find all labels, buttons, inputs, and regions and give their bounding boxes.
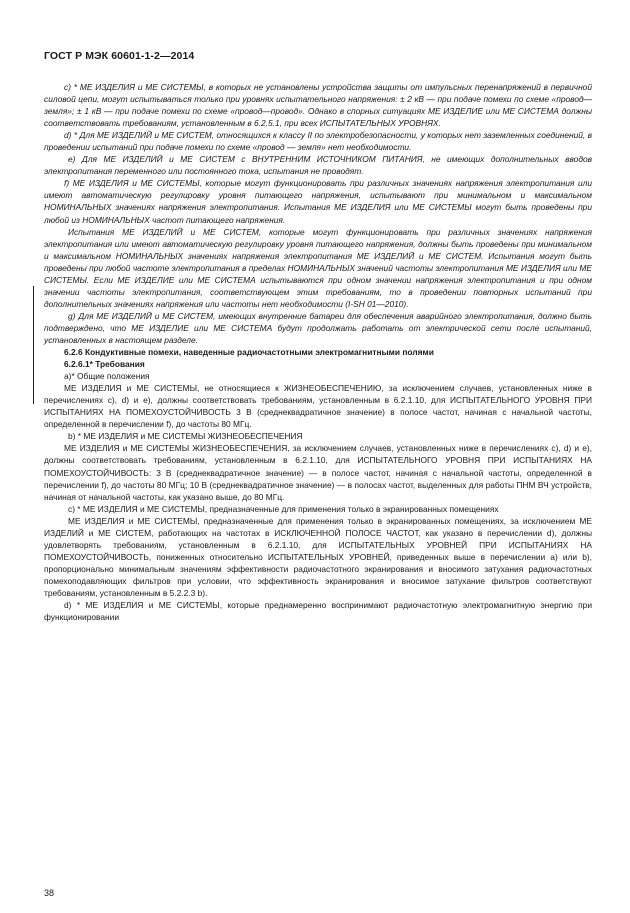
paragraph-g-batteries: g) Для МЕ ИЗДЕЛИЙ и МЕ СИСТЕМ, имеющих внутренние батареи для обеспечения аварийного электропитания, должно быть подтверждено, что МЕ ИЗДЕЛИЕ или МЕ СИСТЕМА будут продолжать работать от электрической сети после испытаний, установленных в настоящем разделе. <box>44 310 592 345</box>
paragraph-d-class-ii: d) * Для МЕ ИЗДЕЛИЙ и МЕ СИСТЕМ, относящихся к классу II по электробезопасности, у которых нет заземленных соединений, в проведении испытаний при подаче помехи по схеме «провод — земля» нет необходимости. <box>44 130 592 153</box>
paragraph-a-body: МЕ ИЗДЕЛИЯ и МЕ СИСТЕМЫ, не относящиеся к ЖИЗНЕОБЕСПЕЧЕНИЮ, за исключением случаев, установленных ниже в перечислениях c), d) и e), должны соответствовать требованиям, установленным в 6.2.1.10, для ИСПЫТАТЕЛЬНОГО УРОВНЯ ПРИ ИСПЫТАНИЯХ НА ПОМЕХОУСТОЙЧИВОСТЬ 3 В (среднеквадратичное значение) в полосе частот, начиная с начальной частоты, определенной в перечислении f), до частоты 80 МГц. <box>44 383 592 430</box>
paragraph-c-body: МЕ ИЗДЕЛИЯ и МЕ СИСТЕМЫ, предназначенные для применения только в экранированных помещениях, за исключением МЕ ИЗДЕЛИЙ и МЕ СИСТЕМ, работающих на частотах в ИСКЛЮЧЕННОЙ ПОЛОСЕ ЧАСТОТ, как указано в перечислении d), должны удовлетворять требованиям, установленным в 6.2.1.10, для ИСПЫТАТЕЛЬНЫХ УРОВНЕЙ ПРИ ИСПЫТАНИЯХ НА ПОМЕХОУСТОЙЧИВОСТЬ, пониженных относительно ИСПЫТАТЕЛЬНЫХ УРОВНЕЙ, приведенных выше в перечислении a) или b), пропорционально минимальным значениям эффективности радиочастотного экранирования и вносимого затухания радиочастотных помехоподавляющих фильтров при условии, что эффективность экранирования и вносимое затухание фильтров соответствуют требованиям, установленным в 5.2.2.3 b). <box>44 515 592 598</box>
section-heading-6-2-6-1: 6.2.6.1* Требования <box>64 359 145 370</box>
paragraph-e-internal: e) Для МЕ ИЗДЕЛИЙ и МЕ СИСТЕМ с ВНУТРЕННИМ ИСТОЧНИКОМ ПИТАНИЯ, не имеющих дополнительных вводов электропитания переменного или постоянного тока, испытания не проводят. <box>44 154 592 177</box>
page-number: 38 <box>44 888 55 898</box>
paragraph-c-surge: c) * МЕ ИЗДЕЛИЯ и МЕ СИСТЕМЫ, в которых не установлены устройства защиты от импульсных перенапряжений в первичной силовой цепи, могут испытываться только при уровнях испытательного напряжения: ± 2 кВ — при подаче помехи по схеме «провод—земля»; ± 1 кВ — при подаче помехи по схеме «провод—провод». Однако в спорных ситуациях МЕ ИЗДЕЛИЕ или МЕ СИСТЕМА должны соответствовать требованиям, установленным в 6.2.5.1, при всех ИСПЫТАТЕЛЬНЫХ УРОВНЯХ. <box>44 82 592 129</box>
document-header: ГОСТ Р МЭК 60601-1-2—2014 <box>44 50 195 62</box>
section-heading-6-2-6: 6.2.6 Кондуктивные помехи, наведенные радиочастотными электромагнитными полями <box>64 347 434 358</box>
subheading-a-general: a)* Общие положения <box>64 371 150 382</box>
subheading-b-life-support: b) * МЕ ИЗДЕЛИЯ и МЕ СИСТЕМЫ ЖИЗНЕОБЕСПЕЧЕНИЯ <box>68 431 303 442</box>
document-body <box>44 81 592 623</box>
paragraph-revision-note: Испытания МЕ ИЗДЕЛИЙ и МЕ СИСТЕМ, которые могут функционировать при различных значениях напряжения электропитания или имеют автоматическую регулировку уровня питающего напряжения, должны быть проведены при минимальном и максимальном НОМИНАЛЬНЫХ значениях напряжения электропитания МЕ ИЗДЕЛИЙ и МЕ СИСТЕМ. Испытания могут быть проведены при любой частоте электропитания в пределах НОМИНАЛЬНЫХ значений частоты электропитания МЕ ИЗДЕЛИЯ или МЕ СИСТЕМЫ. Если МЕ ИЗДЕЛИЕ или МЕ СИСТЕМА испытываются при одном значении напряжения электропитания и при одном значении частоты электропитания, соответствующем этим требованиям, то в проведении повторных испытаний при дополнительных значениях напряжения или частоты нет необходимости (I-SH 01—2010). <box>44 226 592 309</box>
subheading-d-intentional: d) * МЕ ИЗДЕЛИЯ и МЕ СИСТЕМЫ, которые преднамеренно воспринимают радиочастотную электромагнитную энергию при функционировании <box>44 600 592 623</box>
subheading-c-shielded: c) * МЕ ИЗДЕЛИЯ и МЕ СИСТЕМЫ, предназначенные для применения только в экранированных помещениях <box>68 503 499 514</box>
paragraph-f-voltage: f) МЕ ИЗДЕЛИЯ и МЕ СИСТЕМЫ, которые могут функционировать при различных значениях напряжения электропитания или имеют автоматическую регулировку уровня питающего напряжения, испытывают при минимальном и максимальном НОМИНАЛЬНЫХ значениях напряжения электропитания. Испытания МЕ ИЗДЕЛИЯ или МЕ СИСТЕМЫ могут быть проведены при любой из НОМИНАЛЬНЫХ частот питающего напряжения. <box>44 178 592 225</box>
paragraph-b-body: МЕ ИЗДЕЛИЯ и МЕ СИСТЕМЫ ЖИЗНЕОБЕСПЕЧЕНИЯ, за исключением случаев, установленных ниже в перечислениях c), d) и e), должны соответствовать требованиям, установленным в 6.2.1.10, для ИСПЫТАТЕЛЬНОГО УРОВНЯ ПРИ ИСПЫТАНИЯХ НА ПОМЕХОУСТОЙЧИВОСТЬ: 3 В (среднеквадратичное значение) — в полосе частот, начиная с начальной частоты, определенной в перечислении f), до частоты 80 МГц; 10 В (среднеквадратичное значение) — в полосах частот, выделенных для работы ПНМ ВЧ устройств, начиная от начальной частоты, как указано выше, до 80 МГц. <box>44 443 592 502</box>
change-marker-bar <box>33 286 34 404</box>
